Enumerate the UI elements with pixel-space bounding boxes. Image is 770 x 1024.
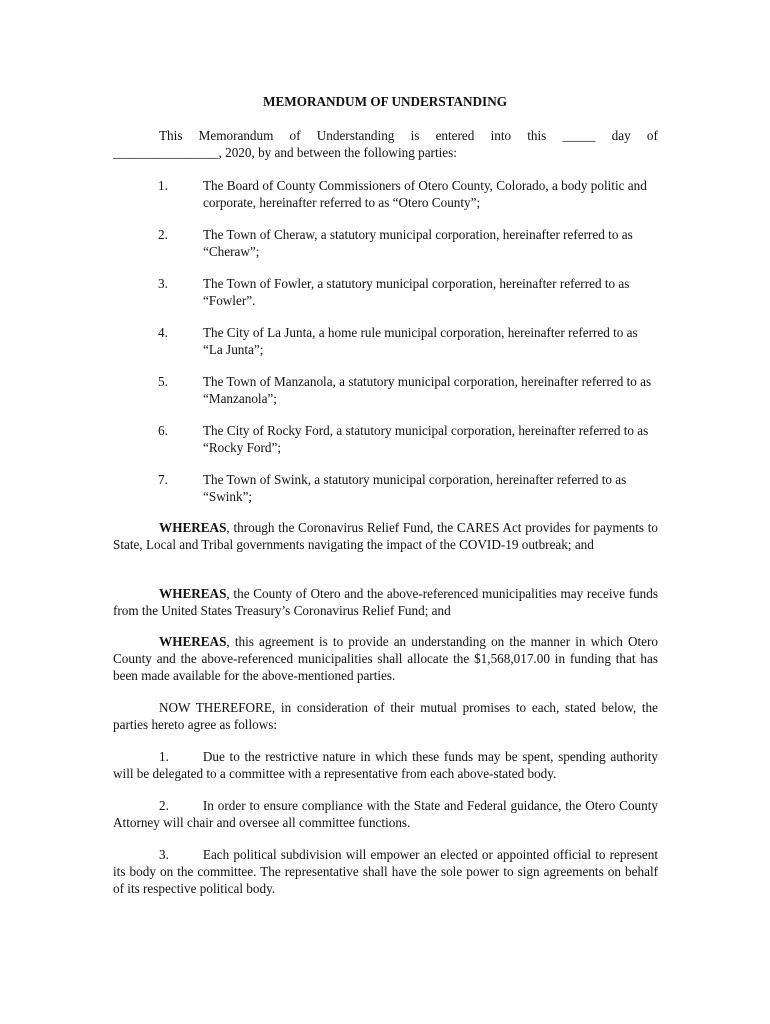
- intro-word: into: [490, 128, 512, 143]
- term-item: [113, 797, 658, 831]
- intro-word: Understanding: [316, 128, 395, 143]
- intro-word: of: [289, 128, 301, 143]
- whereas-clause: [113, 585, 658, 619]
- term-text: In order to ensure compliance with the State and Federal guidance, the Otero County Attorney will chair and oversee all committee functions.: [113, 798, 658, 830]
- intro-word: entered: [435, 128, 475, 143]
- party-number: 5.: [158, 374, 168, 389]
- whereas-lead: WHEREAS: [159, 634, 227, 649]
- intro-word: day: [611, 128, 631, 143]
- party-number: 4.: [158, 325, 168, 340]
- whereas-text: , this agreement is to provide an understanding on the manner in which Otero County and the above-referenced municipalities shall allocate the $1,568,017.00 in funding that has been made available for the above-mentioned parties.: [113, 634, 658, 683]
- term-item: [113, 846, 658, 897]
- term-number: 2.: [159, 798, 169, 813]
- term-number: 3.: [159, 847, 169, 862]
- whereas-clause: [113, 633, 658, 684]
- whereas-text: , through the Coronavirus Relief Fund, the CARES Act provides for payments to State, Local and Tribal governments navigating the impact of the COVID-19 outbreak; and: [113, 520, 658, 552]
- term-text: Each political subdivision will empower an elected or appointed official to represent its body on the committee. The representative shall have the sole power to sign agreements on behalf of its respective political body.: [113, 847, 658, 896]
- party-text: The Town of Fowler, a statutory municipal corporation, hereinafter referred to as “Fowler”.: [203, 276, 630, 308]
- party-text: The City of La Junta, a home rule municipal corporation, hereinafter referred to as “La Junta”;: [203, 325, 638, 357]
- party-text: The Board of County Commissioners of Otero County, Colorado, a body politic and corporate, hereinafter referred to as “Otero County”;: [203, 178, 647, 210]
- intro-paragraph: [113, 127, 658, 161]
- party-number: 2.: [158, 227, 168, 242]
- term-number: 1.: [159, 749, 169, 764]
- intro-word: Memorandum: [198, 128, 274, 143]
- whereas-clause: [113, 519, 658, 553]
- intro-word: this: [527, 128, 547, 143]
- party-number: 3.: [158, 276, 168, 291]
- term-text: Due to the restrictive nature in which these funds may be spent, spending authority will be delegated to a committee with a representative from each above-stated body.: [113, 749, 658, 781]
- party-text: The Town of Manzanola, a statutory municipal corporation, hereinafter referred to as “Manzanola”;: [203, 374, 652, 406]
- party-text: The City of Rocky Ford, a statutory municipal corporation, hereinafter referred to as “Rocky Ford”;: [203, 423, 649, 455]
- intro-word: is: [410, 128, 420, 143]
- now-therefore-paragraph: NOW THEREFORE, in consideration of their mutual promises to each, stated below, the parties hereto agree as follows:: [113, 700, 658, 732]
- whereas-lead: WHEREAS: [159, 520, 227, 535]
- intro-word: of: [646, 128, 658, 143]
- party-text: The Town of Cheraw, a statutory municipal corporation, hereinafter referred to as “Cheraw”;: [203, 227, 633, 259]
- party-number: 7.: [158, 472, 168, 487]
- whereas-text: , the County of Otero and the above-referenced municipalities may receive funds from the United States Treasury’s Coronavirus Relief Fund; and: [113, 586, 658, 618]
- intro-line-2: ________________, 2020, by and between the following parties:: [113, 145, 457, 160]
- party-number: 6.: [158, 423, 168, 438]
- intro-word: _____: [562, 128, 596, 143]
- party-text: The Town of Swink, a statutory municipal corporation, hereinafter referred to as “Swink”;: [203, 472, 627, 504]
- party-number: 1.: [158, 178, 168, 193]
- whereas-lead: WHEREAS: [159, 586, 227, 601]
- intro-line-1: [113, 127, 658, 144]
- intro-word: This: [159, 128, 183, 143]
- document-title: MEMORANDUM OF UNDERSTANDING: [263, 94, 507, 109]
- term-item: [113, 748, 658, 782]
